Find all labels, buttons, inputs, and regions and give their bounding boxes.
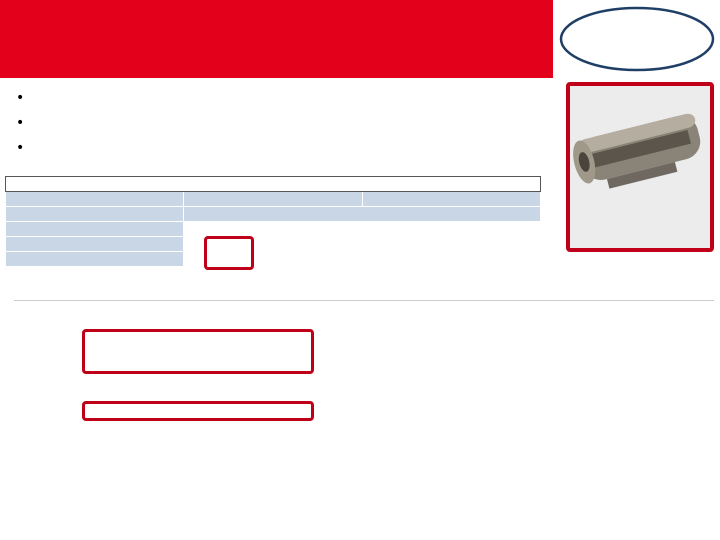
bullet-2 (16, 115, 36, 131)
timeline-gantt (20, 425, 700, 540)
magnet-image (566, 82, 714, 252)
start-date-label (184, 192, 362, 207)
bullet-1 (16, 90, 116, 106)
bullet-3 (16, 140, 36, 156)
cea-highlight-box (204, 236, 254, 270)
wp-table-row (6, 207, 541, 222)
participant-num-label (6, 222, 184, 237)
task-table-divider (14, 300, 714, 301)
eurocircol-logo-border (557, 6, 717, 72)
person-months-label (6, 252, 184, 267)
cea-logo (8, 6, 108, 72)
highlight-box-engineering (82, 401, 314, 421)
magnet-illustration (570, 86, 710, 248)
wp-table-header (6, 177, 541, 192)
eurocircol-logo (553, 0, 720, 78)
wp-title-label (6, 207, 184, 222)
wp-table-title (6, 177, 541, 192)
highlight-box-design (82, 329, 314, 374)
participant-label (6, 237, 184, 252)
wp-table-row (6, 252, 541, 267)
wp-table (5, 176, 541, 267)
wp-table-row (6, 237, 541, 252)
wp-title-value (184, 207, 541, 222)
bullet-dot: • (16, 140, 25, 156)
bullet-dot: • (16, 115, 25, 131)
start-date-value (362, 192, 540, 207)
wp-table-row (6, 222, 541, 237)
wp-no-label (6, 192, 184, 207)
bullet-dot: • (16, 90, 25, 106)
wp-table-row (6, 192, 541, 207)
